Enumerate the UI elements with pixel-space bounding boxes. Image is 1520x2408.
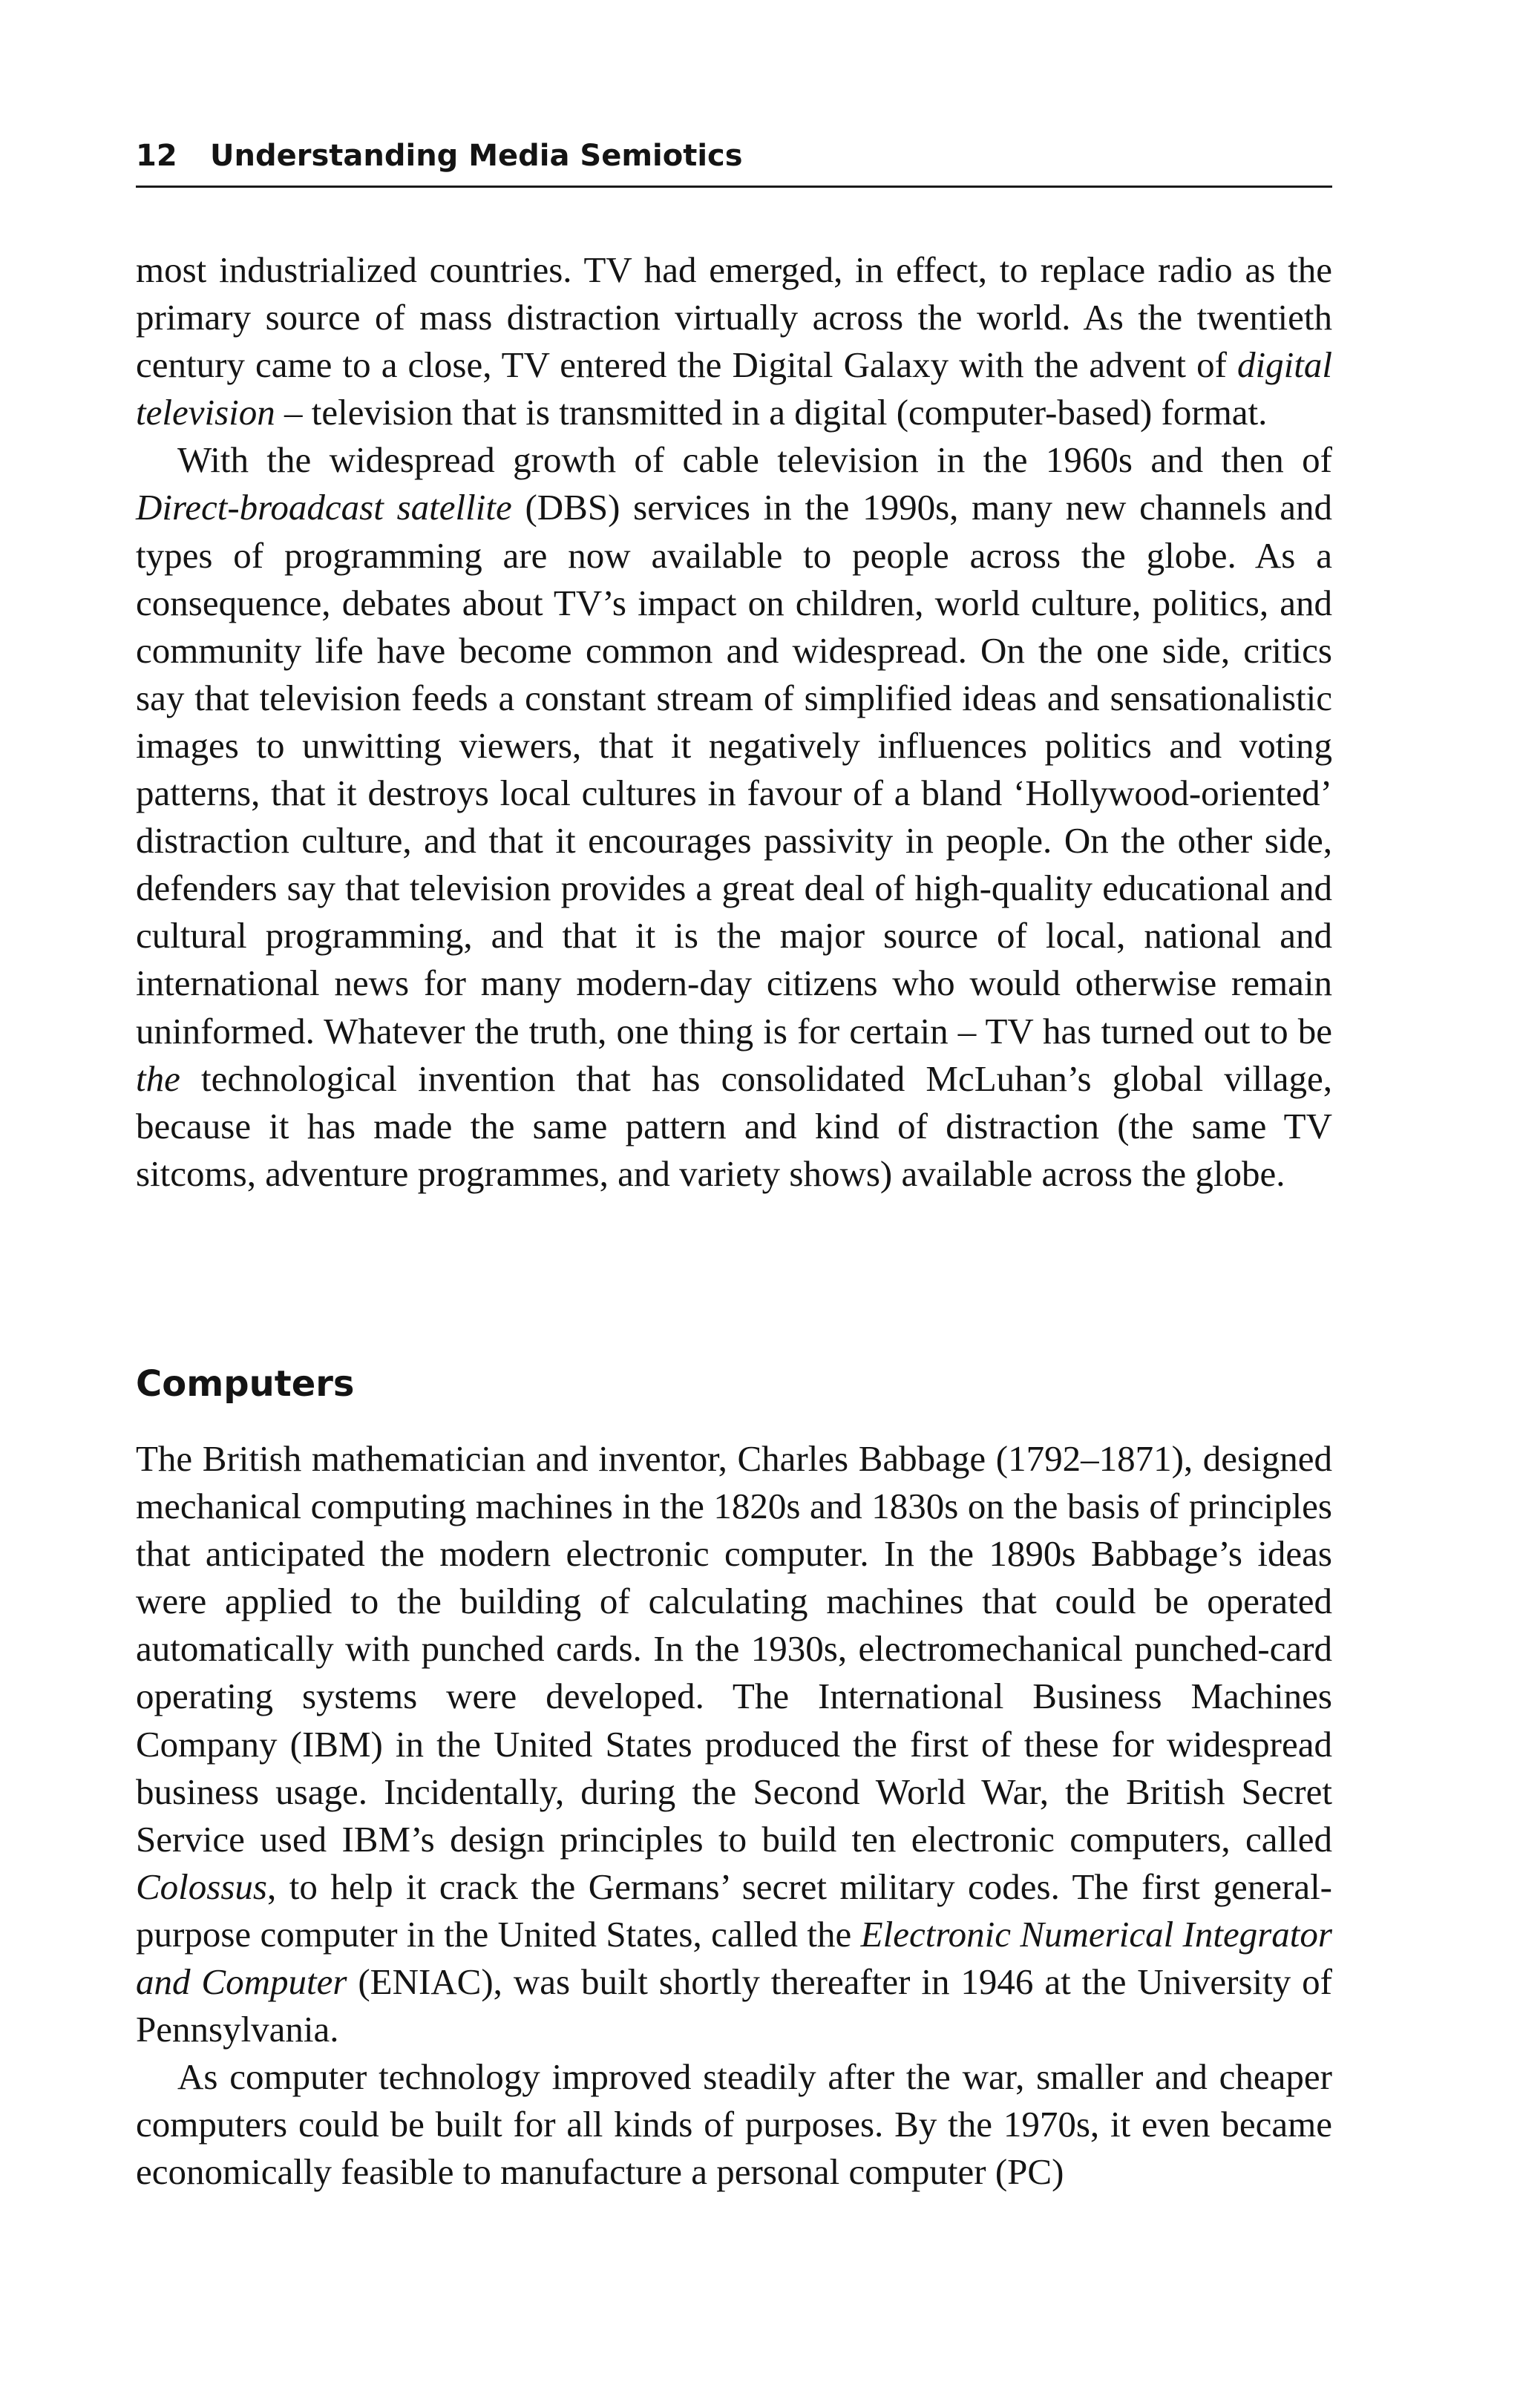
text-run: The British mathematician and inventor, Charles Babbage (1792–1871), designed mechanical computing machines in the 1820s and 1830s on the basis of principles that anticipated the modern electronic computer. In the 1890s Babbage’s ideas were applied to the building of calculating machines that could be operated automatically with punched cards. In the 1930s, electromechanical punched-card operating systems were developed. The International Business Machines Company (IBM) in the United States produced the first of these for widespread business usage. Incidentally, during the Second World War, the British Secret Service used IBM’s design principles to build ten electronic computers, called [136, 1438, 1332, 1860]
text-run-italic: Colossus [136, 1866, 268, 1907]
text-run: , to help it crack the Germans’ secret military codes. The first general-purpose computer in the United States, called the [136, 1866, 1332, 1955]
text-run: – television that is transmitted in a digital (computer-based) format. [275, 392, 1268, 433]
page-number: 12 [136, 139, 177, 173]
paragraph [136, 1435, 1332, 2053]
body-text-top [136, 246, 1332, 1198]
text-run: (ENIAC), was built shortly thereafter in 1946 at the University of Pennsylvania. [136, 1961, 1332, 2050]
book-title: Understanding Media Semiotics [210, 139, 743, 173]
text-run-italic: digital television [136, 344, 1332, 433]
paragraph [136, 2053, 1332, 2196]
body-text-bottom [136, 1435, 1332, 2197]
text-run-italic: the [136, 1057, 180, 1099]
paragraph [136, 246, 1332, 436]
text-run: As computer technology improved steadily after the war, smaller and cheaper computers could be built for all kinds of purposes. By the 1970s, it even became economically feasible to manufacture a personal computer (PC) [136, 2056, 1332, 2193]
text-run: most industrialized countries. TV had emerged, in effect, to replace radio as the primary source of mass distraction virtually across the world. As the twentieth century came to a close, TV entered the Digital Galaxy with the advent of [136, 249, 1332, 386]
text-run-italic: Direct-broadcast satellite [136, 487, 512, 528]
running-head [136, 126, 1332, 188]
text-run: technological invention that has consolidated McLuhan’s global village, because it has made the same pattern and kind of distraction (the same TV sitcoms, adventure programmes, and variety shows) available across the globe. [136, 1057, 1332, 1194]
text-run: (DBS) services in the 1990s, many new channels and types of programming are now available to people across the globe. As a consequence, debates about TV’s impact on children, world culture, politics, and community life have become common and widespread. On the one side, critics say that television feeds a constant stream of simplified ideas and sensationalistic images to unwitting viewers, that it negatively influences politics and voting patterns, that it destroys local cultures in favour of a bland ‘Hollywood-oriented’ distraction culture, and that it encourages passivity in people. On the other side, defenders say that television provides a great deal of high-quality educational and cultural programming, and that it is the major source of local, national and international news for many modern-day citizens who would otherwise remain uninformed. Whatever the truth, one thing is for certain – TV has turned out to be [136, 487, 1332, 1052]
section-heading: Computers [136, 1363, 355, 1405]
text-run-italic: Electronic Numerical Integrator and Computer [136, 1913, 1332, 2003]
text-run: With the widespread growth of cable television in the 1960s and then of [177, 439, 1332, 481]
paragraph [136, 436, 1332, 1198]
